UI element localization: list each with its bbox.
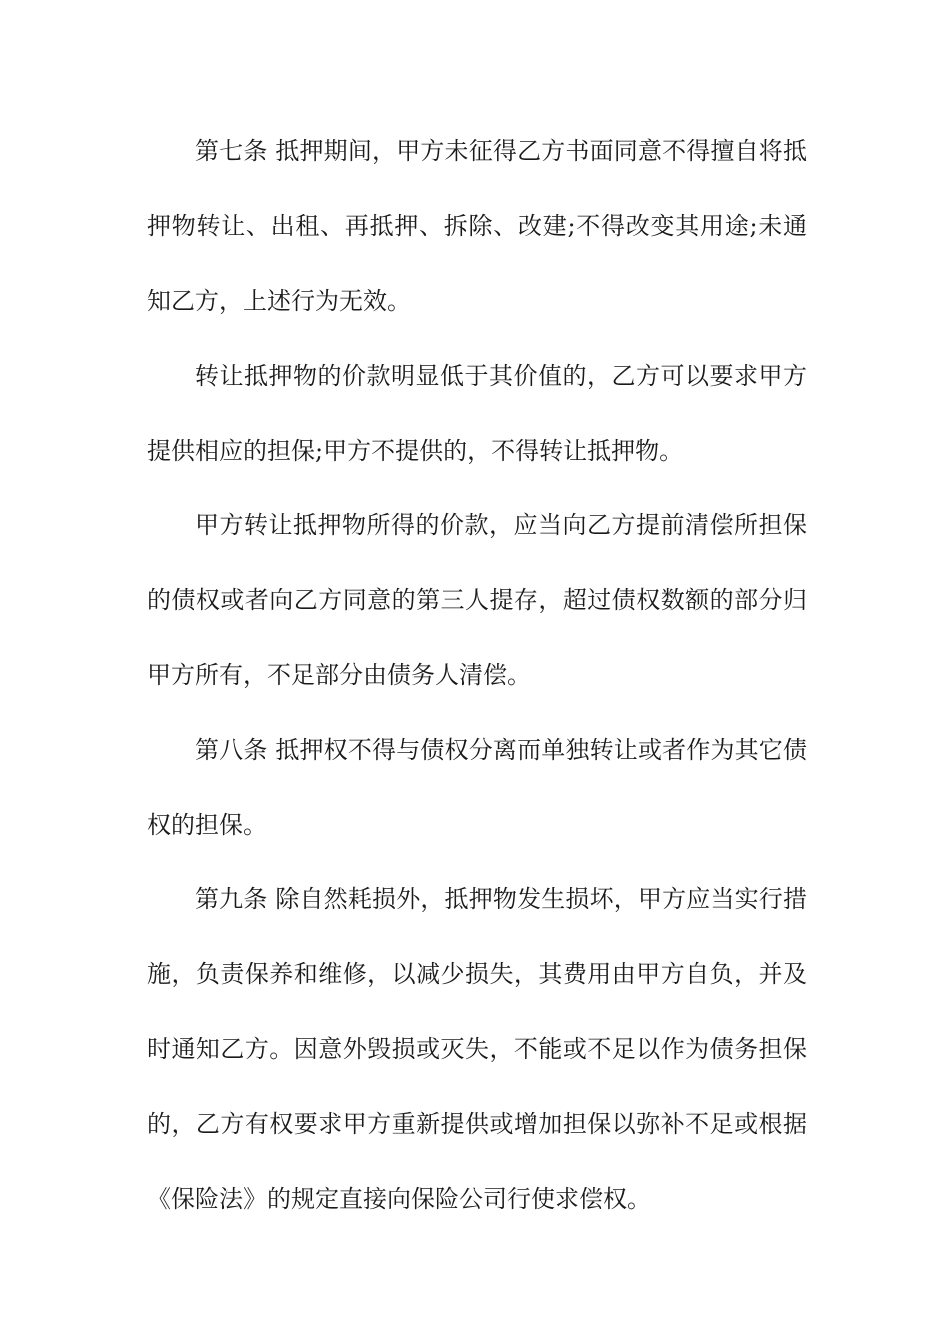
article-9-line-2: 施，负责保养和维修，以减少损失，其费用由甲方自负，并及 <box>147 960 807 988</box>
paragraph-transfer-proceeds-line-3: 甲方所有，不足部分由债务人清偿。 <box>147 661 531 689</box>
article-8-line-1: 第八条 抵押权不得与债权分离而单独转让或者作为其它债 <box>195 736 807 764</box>
paragraph-transfer-proceeds-line-2: 的债权或者向乙方同意的第三人提存，超过债权数额的部分归 <box>147 586 807 614</box>
article-7-line-1: 第七条 抵押期间，甲方未征得乙方书面同意不得擅自将抵 <box>195 137 807 165</box>
article-7-line-3: 知乙方，上述行为无效。 <box>147 287 411 315</box>
article-9-line-4: 的，乙方有权要求甲方重新提供或增加担保以弥补不足或根据 <box>147 1110 807 1138</box>
paragraph-transfer-proceeds-line-1: 甲方转让抵押物所得的价款，应当向乙方提前清偿所担保 <box>195 511 807 539</box>
paragraph-transfer-price-line-2: 提供相应的担保;甲方不提供的，不得转让抵押物。 <box>147 437 684 465</box>
article-9-line-5: 《保险法》的规定直接向保险公司行使求偿权。 <box>147 1185 651 1213</box>
article-9-line-3: 时通知乙方。因意外毁损或灭失，不能或不足以作为债务担保 <box>147 1035 807 1063</box>
article-9-line-1: 第九条 除自然耗损外，抵押物发生损坏，甲方应当实行措 <box>195 885 807 913</box>
article-8-line-2: 权的担保。 <box>147 811 267 839</box>
article-7-line-2: 押物转让、出租、再抵押、拆除、改建;不得改变其用途;未通 <box>147 212 807 240</box>
paragraph-transfer-price-line-1: 转让抵押物的价款明显低于其价值的，乙方可以要求甲方 <box>195 362 807 390</box>
